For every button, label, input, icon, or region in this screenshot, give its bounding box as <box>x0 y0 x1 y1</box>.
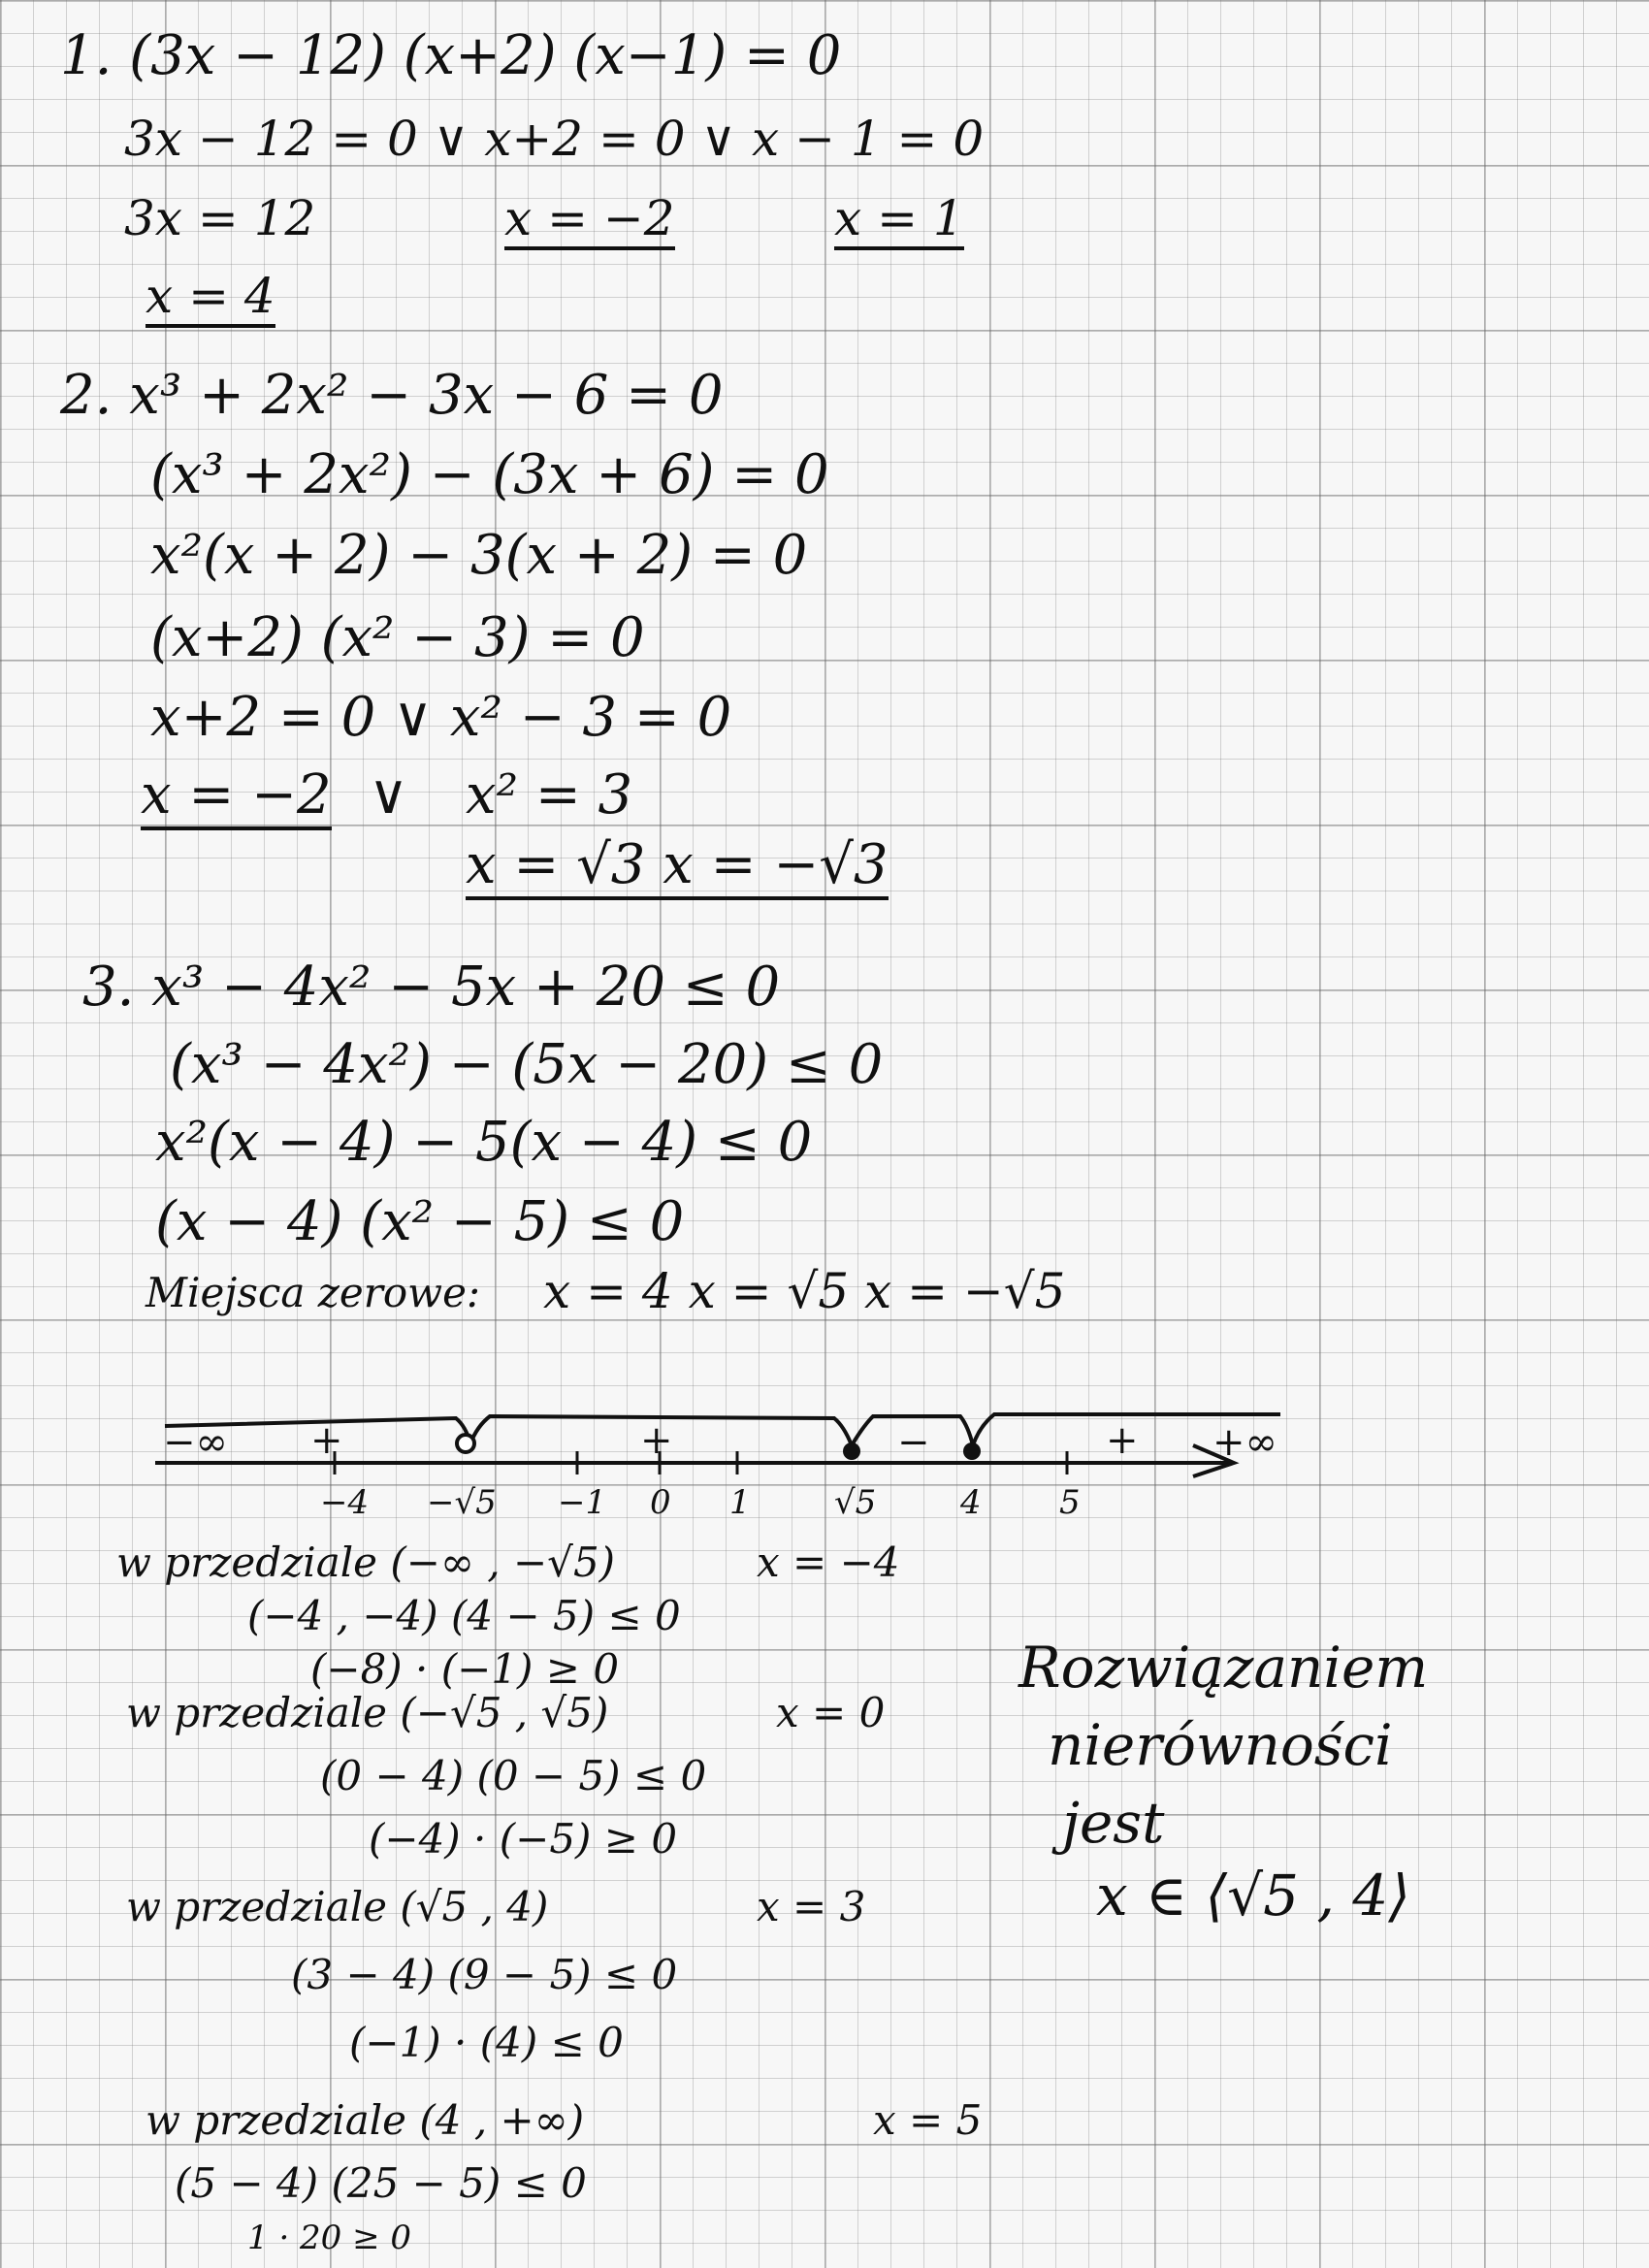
problem2-line2: (x³ + 2x²) − (3x + 6) = 0 <box>150 443 829 506</box>
problem3-line4: (x − 4) (x² − 5) ≤ 0 <box>155 1190 685 1253</box>
problem1-line2: 3x − 12 = 0 ∨ x+2 = 0 ∨ x − 1 = 0 <box>124 111 985 167</box>
problem3-line2: (x³ − 4x²) − (5x − 20) ≤ 0 <box>170 1033 884 1096</box>
tick-label: √5 <box>834 1483 877 1522</box>
check1-l1: (−4 , −4) (4 − 5) ≤ 0 <box>247 1592 681 1639</box>
problem3-zeros-label: Miejsca zerowe: <box>146 1269 481 1316</box>
zero-point-4 <box>963 1442 981 1460</box>
problem3-header: 3. x³ − 4x² − 5x + 20 ≤ 0 <box>82 956 781 1019</box>
problem2-header: 2. x³ + 2x² − 3x − 6 = 0 <box>60 364 724 427</box>
problem2-line3: x²(x + 2) − 3(x + 2) = 0 <box>150 524 808 587</box>
check2-l2: (−4) · (−5) ≥ 0 <box>369 1815 678 1863</box>
tick-label: −√5 <box>427 1483 497 1522</box>
problem1-line3: 3x = 12 <box>124 190 316 246</box>
tick-label: 5 <box>1059 1483 1081 1522</box>
problem3-zeros: x = 4 x = √5 x = −√5 <box>543 1263 1066 1319</box>
check1-l2: (−8) · (−1) ≥ 0 <box>310 1645 620 1693</box>
sign-interval-4: + <box>1106 1418 1139 1463</box>
zero-point-neg-sqrt5 <box>457 1435 474 1452</box>
problem2-line5: x+2 = 0 ∨ x² − 3 = 0 <box>150 686 732 749</box>
problem2-line6b: x² = 3 <box>466 763 633 826</box>
check4-l2: 1 · 20 ≥ 0 <box>247 2219 412 2257</box>
tick-label: −4 <box>320 1483 370 1522</box>
check4-l1: (5 − 4) (25 − 5) ≤ 0 <box>175 2159 587 2207</box>
check4-label: w przedziale (4 , +∞) <box>146 2096 585 2144</box>
sign-interval-3: − <box>897 1420 930 1465</box>
check3-l2: (−1) · (4) ≤ 0 <box>349 2019 624 2066</box>
check1-label: w przedziale (−∞ , −√5) <box>116 1539 616 1586</box>
tick-label: 1 <box>729 1483 751 1522</box>
problem2-root-a: x = −2 <box>141 768 332 830</box>
problem2-roots-bc: x = √3 x = −√3 <box>466 838 889 900</box>
sign-interval-1: + <box>310 1418 343 1463</box>
problem1-root-c: x = 1 <box>834 194 964 250</box>
zero-point-sqrt5 <box>843 1442 860 1460</box>
check2-x: x = 0 <box>776 1689 886 1736</box>
problem3-line3: x²(x − 4) − 5(x − 4) ≤ 0 <box>155 1111 813 1174</box>
tick-label: 4 <box>960 1483 982 1522</box>
tick-label: −1 <box>558 1483 607 1522</box>
check3-l1: (3 − 4) (9 − 5) ≤ 0 <box>291 1951 678 1998</box>
answer-line4: x ∈ ⟨√5 , 4⟩ <box>1096 1863 1410 1928</box>
answer-line2: nierówności <box>1048 1712 1393 1778</box>
pos-infinity-label: +∞ <box>1212 1420 1277 1465</box>
sign-interval-2: + <box>640 1418 673 1463</box>
check3-label: w przedziale (√5 , 4) <box>126 1883 549 1930</box>
problem2-line4: (x+2) (x² − 3) = 0 <box>150 606 645 669</box>
check3-x: x = 3 <box>757 1883 866 1930</box>
answer-line1: Rozwiązaniem <box>1018 1635 1429 1701</box>
tick-label: 0 <box>650 1483 671 1522</box>
problem1-root-b: x = −2 <box>504 194 675 250</box>
answer-line3: jest <box>1062 1790 1165 1856</box>
problem1-root-a: x = 4 <box>146 272 275 328</box>
check2-label: w przedziale (−√5 , √5) <box>126 1689 609 1736</box>
neg-infinity-label: −∞ <box>163 1420 228 1465</box>
check1-x: x = −4 <box>757 1539 900 1586</box>
problem1-header: 1. (3x − 12) (x+2) (x−1) = 0 <box>60 24 842 87</box>
check4-x: x = 5 <box>873 2096 983 2144</box>
problem2-or: ∨ <box>369 763 408 826</box>
check2-l1: (0 − 4) (0 − 5) ≤ 0 <box>320 1752 707 1799</box>
